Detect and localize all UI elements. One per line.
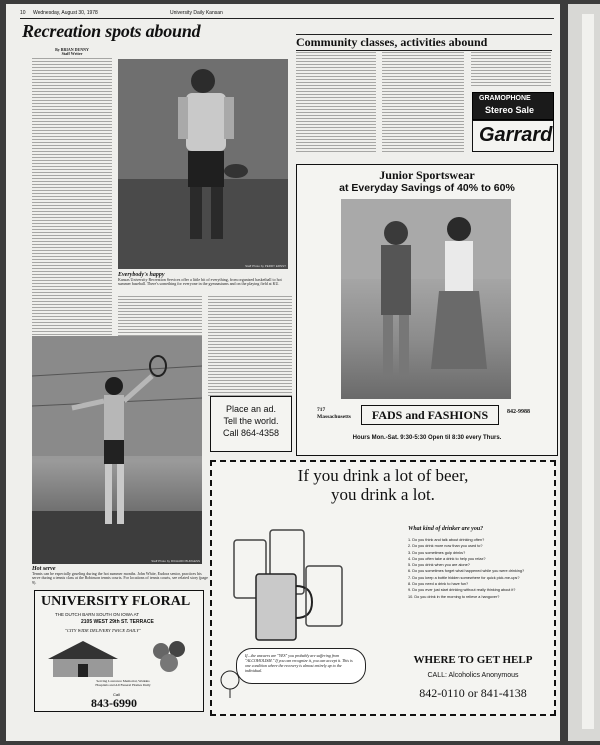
- recreation-text-col3: [208, 296, 292, 396]
- date-line: Wednesday, August 30, 1978: [32, 10, 98, 16]
- paper-name: University Daily Kansan: [170, 10, 223, 16]
- community-headline: Community classes, activities abound: [296, 34, 552, 51]
- garrard-ad: [472, 120, 554, 152]
- floral-serving: Serving Lawrence Memorial, Watkins Hospitals and All Funeral Homes Daily: [95, 679, 151, 687]
- newspaper-page: [6, 4, 560, 741]
- garrard-logo: Garrard: [479, 124, 553, 146]
- floral-address: 2105 WEST 29th ST. TERRACE: [81, 619, 154, 625]
- drinker-question: 6. Do you sometimes forget what happened while you were drinking?: [408, 569, 525, 574]
- dutch-barn-icon: [43, 637, 123, 679]
- place-ad-box: [210, 396, 292, 452]
- gramophone-sale: Stereo Sale: [485, 105, 535, 115]
- tennis-caption-title: Hot serve: [32, 566, 56, 572]
- fads-hours: Hours Mon.-Sat. 9:30-5:30 Open til 8:30 every Thurs.: [352, 435, 502, 441]
- fads-logo: FADS and FASHIONS: [361, 405, 499, 425]
- drinker-question-list: [408, 537, 548, 600]
- drinker-question: 2. Do you drink more now than you used to?: [408, 544, 483, 549]
- recreation-headline: Recreation spots abound: [22, 21, 201, 41]
- where-to-get-help: WHERE TO GET HELP: [413, 654, 533, 666]
- fads-address: 717 Massachusetts: [317, 407, 351, 420]
- floral-call: Call: [113, 692, 120, 697]
- fads-fashions-ad: [296, 164, 558, 456]
- tennis-caption: [32, 566, 208, 585]
- junior-savings: at Everyday Savings of 40% to 60%: [339, 182, 515, 194]
- recreation-caption: [118, 272, 294, 287]
- caption-text: Kansas University Recreation Services offer a little bit of everything, from organized basketball to hot summer baseball. There's something for everyone in the gymnasiums and on the playing field at KU.: [118, 278, 282, 287]
- photo-credit: Staff Photo by PERRY ERNST: [245, 264, 286, 268]
- page-number: 10: [20, 10, 26, 16]
- drinker-question: 7. Do you keep a bottle hidden somewhere for quick pick-me-ups?: [408, 575, 520, 580]
- floral-tagline: THE DUTCH BARN SOUTH ON IOWA AT: [55, 612, 140, 617]
- beer-mugs-icon: [226, 520, 356, 644]
- aa-call-label: CALL: Alcoholics Anonymous: [427, 672, 519, 679]
- masthead: [20, 10, 550, 16]
- byline: By BRIAN DENNY Staff Writer: [55, 48, 89, 57]
- tennis-photo-credit: Staff Photo by RICHARD BURGESS: [151, 559, 200, 563]
- caption-title: Everybody's happy: [118, 272, 165, 278]
- player-illustration: [118, 59, 288, 269]
- community-text-col3: [471, 52, 551, 86]
- floral-name: UNIVERSITY FLORAL: [41, 594, 191, 609]
- drinker-question: 8. Do you need a drink to have fun?: [408, 582, 469, 587]
- floral-phone: 843-6990: [91, 696, 137, 710]
- junior-title: Junior Sportswear: [379, 168, 475, 182]
- recreation-article-text: [32, 58, 112, 343]
- alcoholics-anonymous-ad: [210, 460, 556, 716]
- drinker-question: 3. Do you sometimes gulp drinks?: [408, 550, 466, 555]
- adjacent-page-edge: [568, 4, 600, 741]
- cartoon-face-icon: [216, 668, 244, 698]
- recreation-photo: [118, 59, 288, 269]
- drinker-question: 4. Do you often take a drink to help you relax?: [408, 556, 486, 561]
- tennis-player-illustration: [32, 336, 202, 564]
- flower-bouquet-icon: [147, 637, 193, 679]
- gramophone-ad: [472, 92, 554, 120]
- fads-phone: 842-9988: [507, 409, 530, 415]
- community-text-col1: [296, 52, 376, 152]
- drinker-question: 10. Do you drink in the morning to relieve a hangover?: [408, 594, 500, 599]
- models-photo: [341, 199, 511, 399]
- tennis-caption-text: Tennis can be especially grueling during the hot summer months. John White, Eudora senior, practices his serve during a tennis class at the Robinson tennis courts. For locations of tennis courts, see related story (page 9).: [32, 572, 208, 585]
- community-text-col2: [382, 52, 464, 152]
- place-ad-text: Place an ad. Tell the world. Call 864-4358: [222, 404, 280, 438]
- tennis-photo: [32, 336, 202, 564]
- aa-phone-numbers: 842-0110 or 841-4138: [419, 686, 527, 700]
- gramophone-name: GRAMOPHONE: [479, 95, 531, 102]
- drinker-question: 5. Do you drink when you are alone?: [408, 563, 470, 568]
- university-floral-ad: [34, 590, 204, 712]
- drinker-question-title: What kind of drinker are you?: [408, 526, 484, 532]
- drinker-question: 9. Do you ever just start drinking without really thinking about it?: [408, 588, 516, 593]
- models-illustration: [341, 199, 511, 399]
- beer-headline: If you drink a lot of beer, you drink a lot.: [297, 466, 469, 504]
- speech-bubble: If—the answers are "YES" you probably are suffering from "ALCOHOLISM." If you can recognize it, you can accept it. This is one condition where the recovery is almost entirely up to the individual.: [236, 648, 366, 684]
- drinker-question: 1. Do you think and talk about drinking often?: [408, 538, 485, 542]
- floral-motto: "CITY WIDE DELIVERY TWICE DAILY": [65, 628, 141, 633]
